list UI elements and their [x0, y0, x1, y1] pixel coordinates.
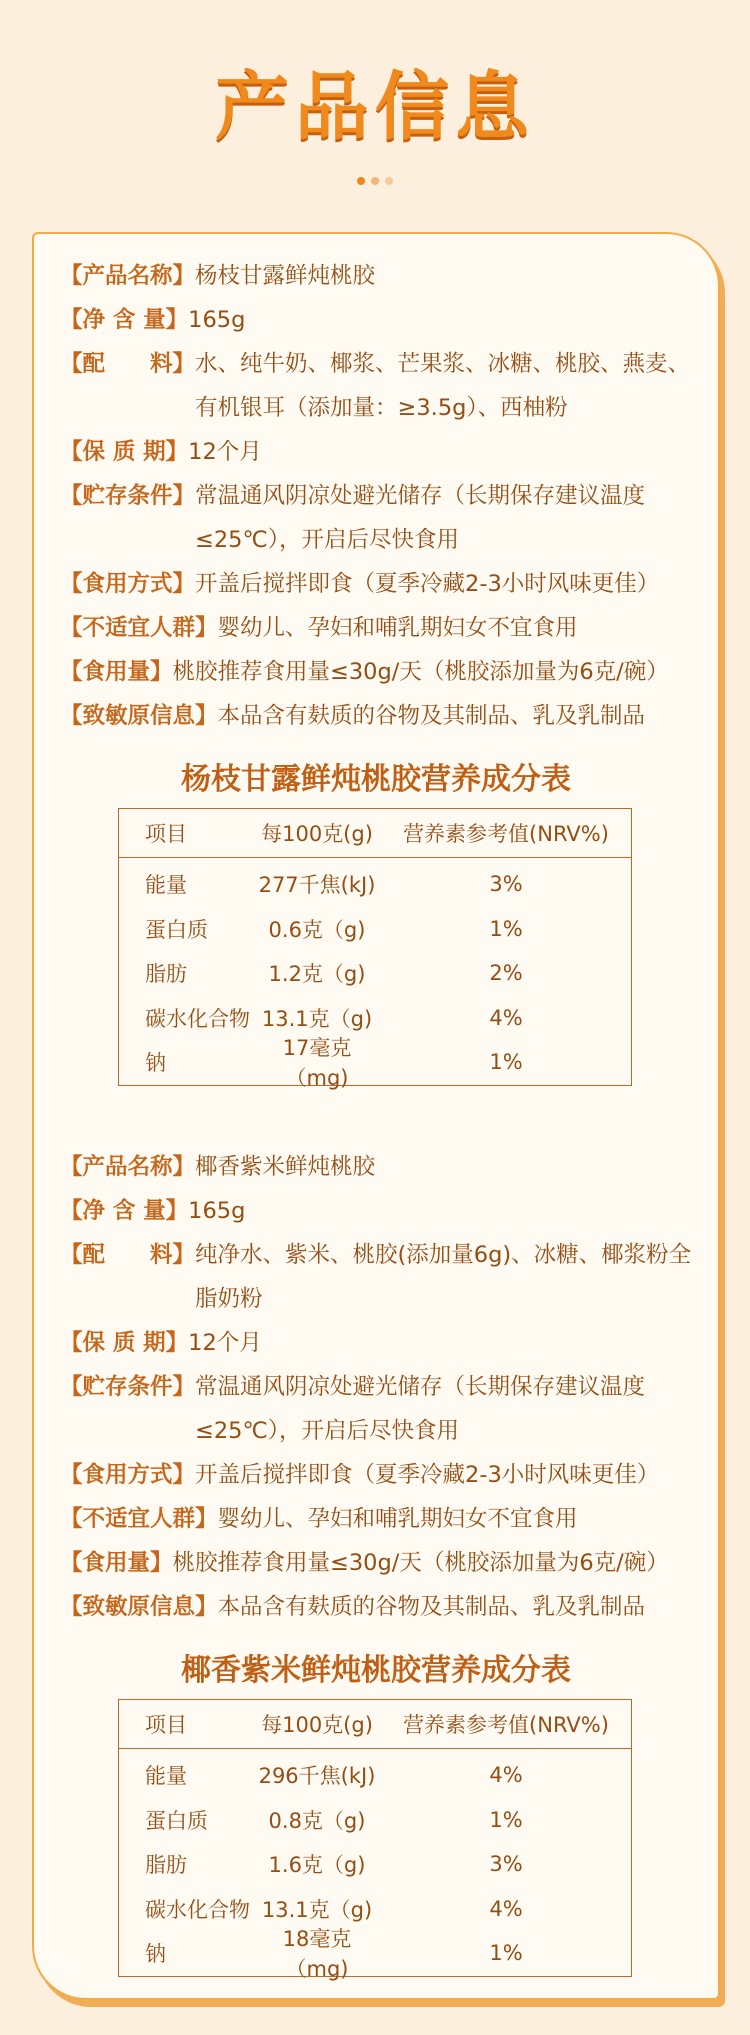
info-value: 桃胶推荐食用量≤30g/天（桃胶添加量为6克/碗） — [172, 659, 669, 685]
table-cell: 2% — [489, 961, 523, 986]
info-key: 【净 含 量】 — [60, 1198, 189, 1224]
nutrition-table — [118, 808, 632, 1091]
info-row — [60, 342, 710, 430]
table-cell: 1.6克（g) — [268, 1853, 366, 1878]
table-cell: 3% — [489, 872, 523, 897]
table-cell: 1% — [489, 1941, 523, 1966]
table-cell: 1% — [489, 916, 523, 941]
table-cell: 碳水化合物 — [145, 1006, 250, 1031]
info-value: 婴幼儿、孕妇和哺乳期妇女不宜食用 — [217, 1506, 578, 1532]
product-info-card — [32, 232, 720, 2000]
header-cell: 营养素参考值(NRV%) — [403, 822, 609, 846]
table-cell: 277千焦(kJ) — [258, 873, 376, 898]
info-value: 12个月 — [188, 1330, 262, 1356]
info-key: 【贮存条件】 — [60, 1374, 196, 1400]
info-key: 【产品名称】 — [60, 1154, 196, 1180]
table-header — [119, 809, 631, 858]
info-row — [60, 694, 710, 738]
info-key: 【食用量】 — [60, 659, 173, 685]
info-row — [60, 430, 710, 474]
table-cell: 4% — [489, 1763, 523, 1788]
table-cell: 4% — [489, 1005, 523, 1030]
info-row — [60, 1585, 710, 1629]
info-value: 水、纯牛奶、椰浆、芒果浆、冰糖、桃胶、燕麦、有机银耳（添加量：≥3.5g）、西柚粉 — [195, 351, 691, 421]
header-cell: 项目 — [145, 1713, 187, 1737]
info-key: 【配 料】 — [60, 351, 196, 377]
table-row — [119, 1753, 631, 1798]
table-cell: 0.8克（g) — [268, 1808, 366, 1833]
table-row — [119, 1036, 631, 1091]
info-value: 本品含有麸质的谷物及其制品、乳及乳制品 — [217, 703, 646, 729]
table-cell: 4% — [489, 1896, 523, 1921]
info-key: 【贮存条件】 — [60, 483, 196, 509]
product-info-list — [60, 254, 710, 738]
info-key: 【食用量】 — [60, 1550, 173, 1576]
table-row — [119, 862, 631, 907]
info-value: 本品含有麸质的谷物及其制品、乳及乳制品 — [217, 1594, 646, 1620]
info-key: 【致敏原信息】 — [60, 1594, 218, 1620]
info-row — [60, 606, 710, 650]
info-row — [60, 1233, 710, 1321]
info-value: 纯净水、紫米、桃胶(添加量6g)、冰糖、椰浆粉全脂奶粉 — [195, 1242, 692, 1312]
table-cell: 3% — [489, 1852, 523, 1877]
info-row — [60, 1541, 710, 1585]
info-value: 桃胶推荐食用量≤30g/天（桃胶添加量为6克/碗） — [172, 1550, 669, 1576]
table-row — [119, 1927, 631, 1982]
dot-indicator — [357, 177, 365, 185]
info-row — [60, 254, 710, 298]
table-cell: 13.1克（g) — [261, 1006, 373, 1031]
info-row — [60, 650, 710, 694]
info-value: 开盖后搅拌即食（夏季冷藏2-3小时风味更佳） — [195, 1462, 660, 1488]
table-row — [119, 907, 631, 952]
info-row — [60, 1189, 710, 1233]
info-value: 常温通风阴凉处避光储存（长期保存建议温度≤25℃），开启后尽快食用 — [195, 483, 646, 553]
info-key: 【食用方式】 — [60, 1462, 196, 1488]
info-row — [60, 1321, 710, 1365]
info-row — [60, 474, 710, 562]
table-cell: 钠 — [145, 1051, 166, 1076]
info-value: 12个月 — [188, 439, 262, 465]
nutrition-table-title: 椰香紫米鲜炖桃胶营养成分表 — [181, 1653, 571, 1688]
table-cell: 能量 — [145, 1764, 187, 1789]
dot-indicator — [385, 177, 393, 185]
info-row — [60, 1497, 710, 1541]
info-row — [60, 1365, 710, 1453]
info-row — [60, 1453, 710, 1497]
header-cell: 每100克(g) — [261, 1713, 373, 1737]
info-value: 杨枝甘露鲜炖桃胶 — [195, 263, 376, 289]
carousel-dots — [0, 177, 750, 185]
info-value: 165g — [188, 307, 246, 333]
table-row — [119, 1842, 631, 1887]
table-cell: 脂肪 — [145, 1853, 187, 1878]
table-row — [119, 951, 631, 996]
table-cell: 碳水化合物 — [145, 1897, 250, 1922]
table-row — [119, 1798, 631, 1843]
info-key: 【保 质 期】 — [60, 439, 189, 465]
table-cell: 0.6克（g) — [268, 917, 366, 942]
info-row — [60, 562, 710, 606]
page-title: 产品信息 — [215, 64, 535, 150]
info-key: 【不适宜人群】 — [60, 615, 218, 641]
table-cell: 1% — [489, 1050, 523, 1075]
info-key: 【配 料】 — [60, 1242, 196, 1268]
info-key: 【食用方式】 — [60, 571, 196, 597]
table-header — [119, 1700, 631, 1749]
table-cell: 13.1克（g) — [261, 1897, 373, 1922]
table-cell: 17毫克（mg) — [282, 1036, 352, 1091]
info-value: 165g — [188, 1198, 246, 1224]
table-cell: 钠 — [145, 1942, 166, 1967]
info-row — [60, 1145, 710, 1189]
info-key: 【不适宜人群】 — [60, 1506, 218, 1532]
table-cell: 蛋白质 — [145, 1808, 208, 1833]
header-cell: 营养素参考值(NRV%) — [403, 1713, 609, 1737]
info-row — [60, 298, 710, 342]
info-key: 【保 质 期】 — [60, 1330, 189, 1356]
nutrition-table-title: 杨枝甘露鲜炖桃胶营养成分表 — [181, 762, 571, 797]
nutrition-table — [118, 1699, 632, 1982]
info-key: 【致敏原信息】 — [60, 703, 218, 729]
table-cell: 18毫克（mg) — [282, 1927, 352, 1982]
table-cell: 脂肪 — [145, 962, 187, 987]
table-cell: 296千焦(kJ) — [258, 1764, 376, 1789]
dot-indicator — [371, 177, 379, 185]
info-value: 椰香紫米鲜炖桃胶 — [195, 1154, 376, 1180]
product-info-list — [60, 1145, 710, 1629]
table-cell: 1.2克（g) — [268, 962, 366, 987]
header-cell: 每100克(g) — [261, 822, 373, 846]
info-value: 开盖后搅拌即食（夏季冷藏2-3小时风味更佳） — [195, 571, 660, 597]
table-cell: 蛋白质 — [145, 917, 208, 942]
info-key: 【产品名称】 — [60, 263, 196, 289]
info-value: 婴幼儿、孕妇和哺乳期妇女不宜食用 — [217, 615, 578, 641]
header-cell: 项目 — [145, 822, 187, 846]
table-cell: 1% — [489, 1807, 523, 1832]
table-cell: 能量 — [145, 873, 187, 898]
info-key: 【净 含 量】 — [60, 307, 189, 333]
info-value: 常温通风阴凉处避光储存（长期保存建议温度≤25℃），开启后尽快食用 — [195, 1374, 646, 1444]
